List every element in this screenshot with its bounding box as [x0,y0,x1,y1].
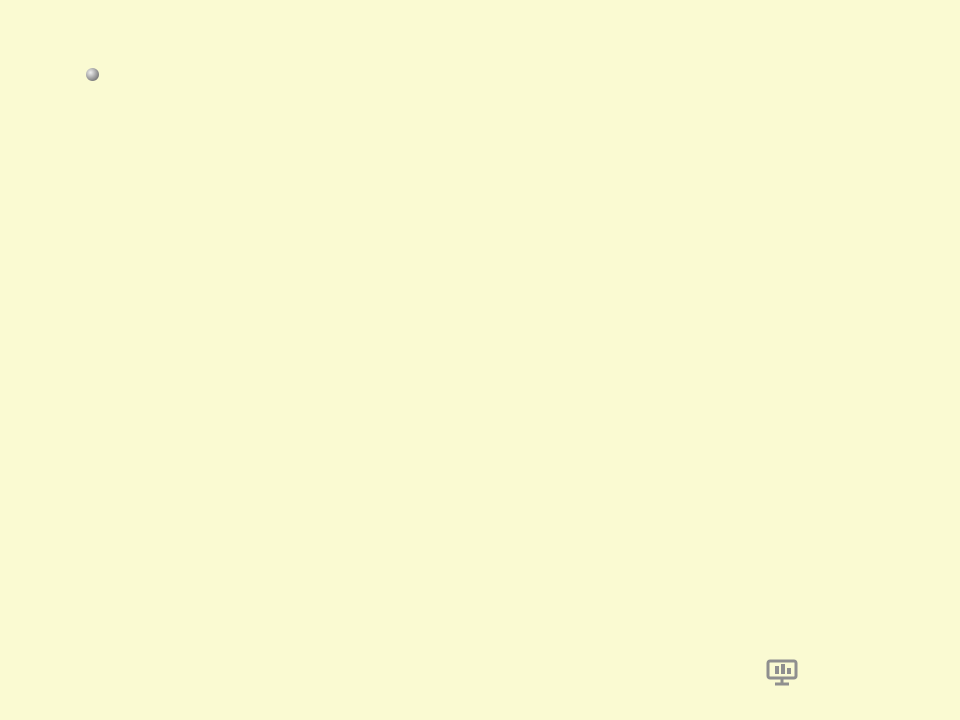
bullet-icon [86,68,99,81]
projector-screen-icon [766,658,798,686]
myshared-watermark [766,656,926,692]
top-decorative-banner [0,0,960,48]
bottom-decorative-banner [0,712,960,720]
